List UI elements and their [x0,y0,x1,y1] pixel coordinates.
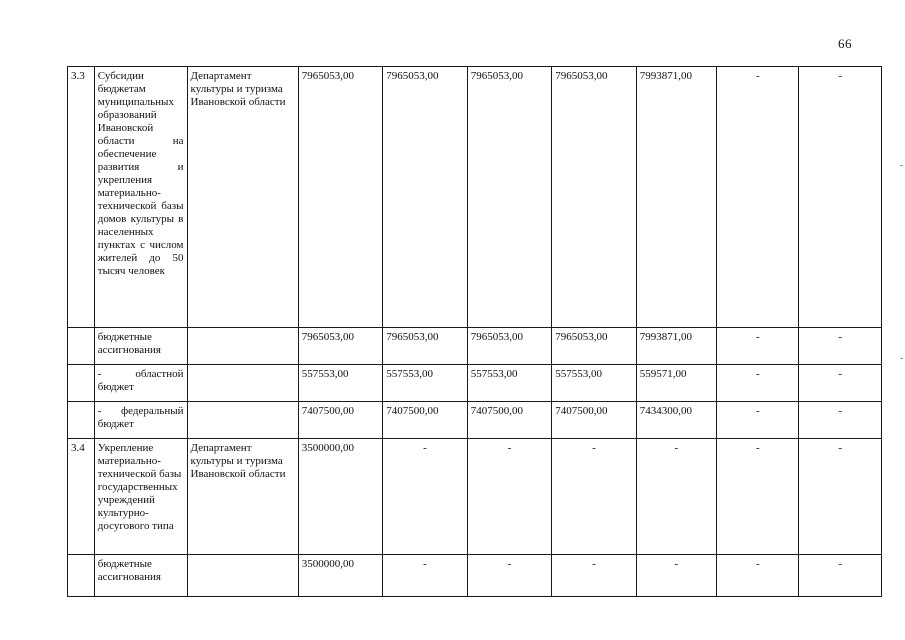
table-row [68,555,882,597]
row-executor [187,365,298,402]
row-executor [187,555,298,597]
value-cell: - [383,555,467,597]
row-executor [187,402,298,439]
table-row [68,328,882,365]
value-cell: - [467,439,551,555]
value-cell: - [383,439,467,555]
budget-table [67,66,882,597]
value-cell: 7965053,00 [298,67,382,328]
value-cell: 7965053,00 [467,328,551,365]
table-row [68,439,882,555]
value-cell: - [717,555,799,597]
value-cell: 557553,00 [298,365,382,402]
value-cell: - [717,402,799,439]
value-cell: 3500000,00 [298,555,382,597]
value-cell: - [717,328,799,365]
row-number [68,328,95,365]
table-row [68,67,882,328]
value-cell: 7965053,00 [467,67,551,328]
row-name: бюджетные ассигнования [94,555,187,597]
row-executor: Департамент культуры и туризма Ивановской области [187,439,298,555]
value-cell: 7965053,00 [298,328,382,365]
value-cell: - [636,439,716,555]
value-cell: 7407500,00 [467,402,551,439]
row-name: Субсидии бюджетам муниципальных образований Ивановской области на обеспечение развития и укрепления материально-технической базы домов культуры в населенных пунктах с числом жителей до 50 тысяч человек [94,67,187,328]
value-cell: 7407500,00 [383,402,467,439]
value-cell: 7407500,00 [552,402,636,439]
value-cell: 7434300,00 [636,402,716,439]
value-cell: - [717,67,799,328]
value-cell: 557553,00 [383,365,467,402]
value-cell: - [799,328,882,365]
value-cell: - [799,365,882,402]
value-cell: - [552,555,636,597]
value-cell: 557553,00 [552,365,636,402]
value-cell: - [799,402,882,439]
scan-edge-mark [900,165,903,166]
table-row [68,402,882,439]
row-name: - областной бюджет [94,365,187,402]
table-row [68,365,882,402]
value-cell: 3500000,00 [298,439,382,555]
value-cell: 7965053,00 [552,67,636,328]
row-name: - федеральный бюджет [94,402,187,439]
page-number: 66 [838,36,852,51]
value-cell: - [636,555,716,597]
value-cell: - [717,365,799,402]
value-cell: - [552,439,636,555]
value-cell: - [467,555,551,597]
scan-edge-mark [900,358,903,359]
row-number [68,402,95,439]
value-cell: - [799,439,882,555]
row-name: бюджетные ассигнования [94,328,187,365]
value-cell: 7993871,00 [636,67,716,328]
value-cell: 557553,00 [467,365,551,402]
value-cell: 7993871,00 [636,328,716,365]
value-cell: - [799,67,882,328]
row-number [68,555,95,597]
value-cell: 7965053,00 [383,328,467,365]
value-cell: 7965053,00 [552,328,636,365]
value-cell: 7965053,00 [383,67,467,328]
value-cell: - [717,439,799,555]
row-name: Укрепление материально-технической базы государственных учреждений культурно-досугового типа [94,439,187,555]
row-number [68,365,95,402]
row-executor [187,328,298,365]
value-cell: 559571,00 [636,365,716,402]
value-cell: - [799,555,882,597]
row-number: 3.4 [68,439,95,555]
row-executor: Департамент культуры и туризма Ивановской области [187,67,298,328]
row-number: 3.3 [68,67,95,328]
value-cell: 7407500,00 [298,402,382,439]
